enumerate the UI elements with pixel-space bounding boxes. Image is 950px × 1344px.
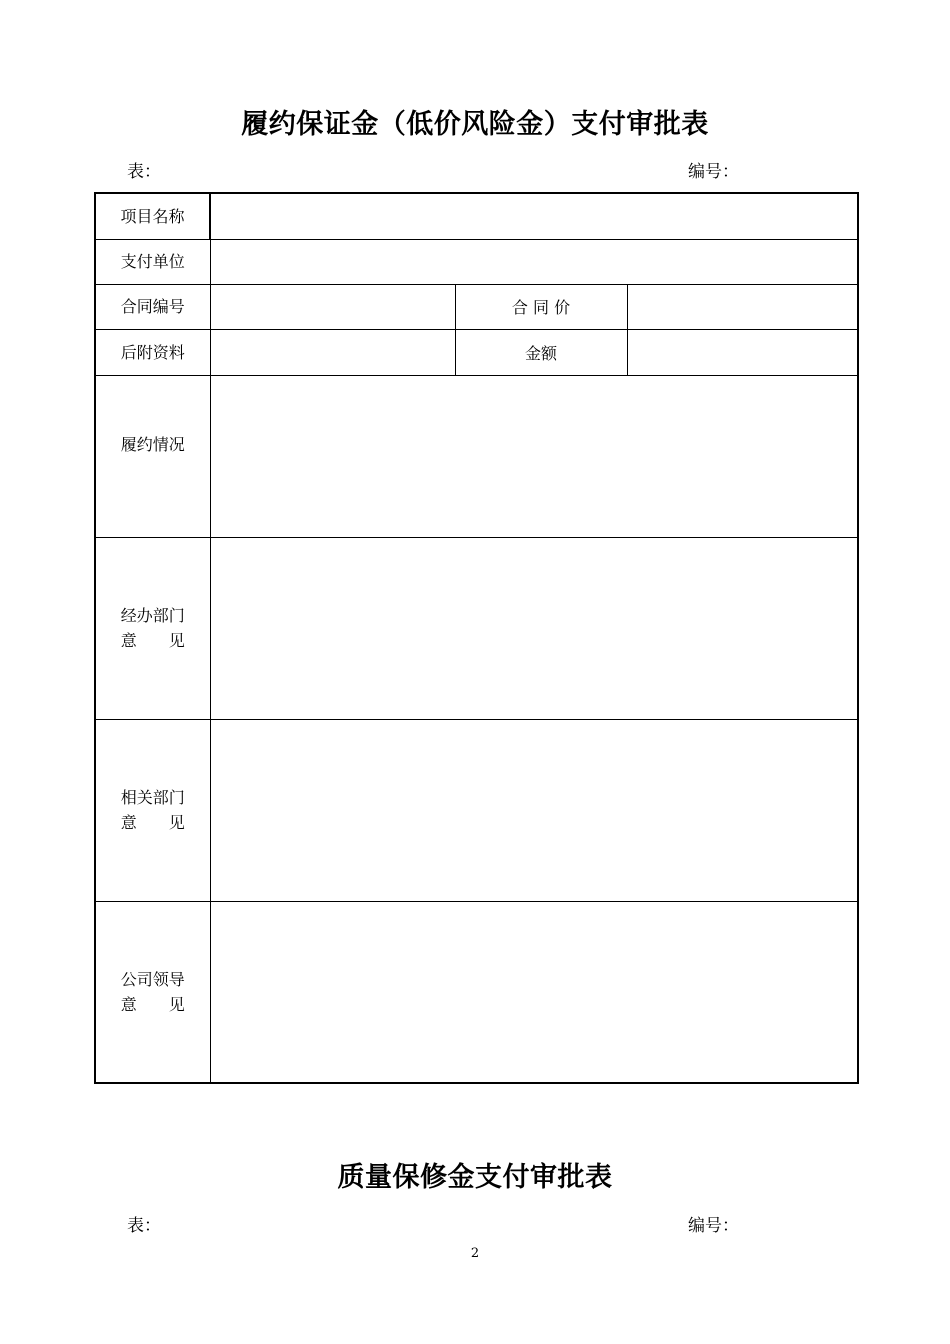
opinion-char-b: 见 — [168, 994, 185, 1014]
form1-title: 履约保证金（低价风险金）支付审批表 — [241, 109, 709, 140]
opinion-char-b: 见 — [168, 813, 185, 832]
contract-no-label: 合同编号 — [95, 284, 210, 329]
opinion-char-a: 意 — [120, 813, 137, 832]
opinion-char-b: 见 — [168, 631, 185, 650]
handling-dept-opinion-field[interactable] — [210, 537, 858, 719]
project-name-field[interactable] — [210, 193, 858, 239]
page-number: 2 — [470, 1246, 480, 1261]
approval-form-table — [94, 192, 859, 1084]
form2-number-label: 编号： — [688, 1216, 739, 1236]
handling-dept-cell — [95, 537, 210, 719]
related-dept-cell — [95, 719, 210, 901]
contract-price-label: 合 同 价 — [455, 284, 627, 329]
contract-price-field[interactable] — [627, 284, 858, 329]
performance-field[interactable] — [210, 375, 858, 537]
leadership-cell — [95, 901, 210, 1083]
contract-no-field[interactable] — [210, 284, 455, 329]
related-dept-label: 相关部门 — [120, 788, 185, 807]
attachments-field[interactable] — [210, 329, 455, 375]
form2-title: 质量保修金支付审批表 — [337, 1162, 613, 1193]
opinion-char-a: 意 — [120, 631, 137, 650]
project-name-label: 项目名称 — [95, 193, 210, 239]
related-dept-opinion-field[interactable] — [210, 719, 858, 901]
amount-field[interactable] — [627, 329, 858, 375]
opinion-char-a: 意 — [120, 994, 137, 1014]
attachments-label: 后附资料 — [95, 329, 210, 375]
form1-table-label: 表： — [127, 162, 161, 182]
form2-table-label: 表： — [127, 1216, 161, 1236]
payer-field[interactable] — [210, 239, 858, 284]
payer-label: 支付单位 — [95, 239, 210, 284]
amount-label: 金额 — [455, 329, 627, 375]
leadership-label: 公司领导 — [120, 969, 185, 989]
handling-dept-label: 经办部门 — [120, 606, 185, 625]
leadership-opinion-field[interactable] — [210, 901, 858, 1083]
form1-number-label: 编号： — [688, 162, 739, 182]
performance-label: 履约情况 — [95, 375, 210, 537]
